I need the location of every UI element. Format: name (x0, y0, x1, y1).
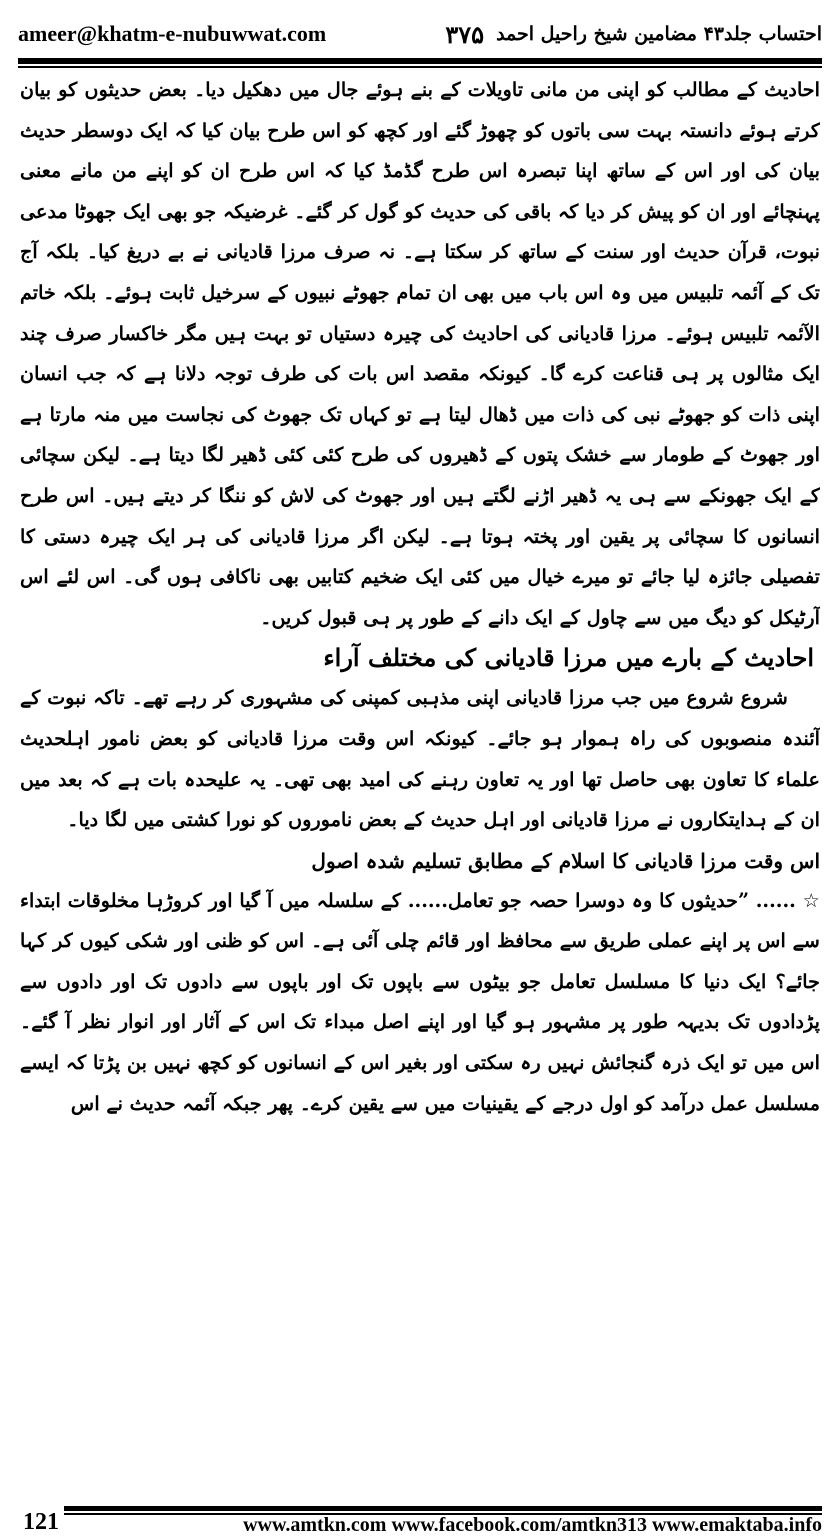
page-body (20, 70, 820, 1505)
page-header (18, 14, 822, 54)
page-footer (18, 1503, 822, 1537)
header-page-number: ۳۷۵ (445, 19, 485, 49)
body-paragraph-2: شروع شروع میں جب مرزا قادیانی اپنی مذہبی کمپنی کی مشہوری کر رہے تھے۔ تاکہ نبوت کے آئندہ منصوبوں کی راہ ہموار ہو جائے۔ کیونکہ اس وقت مرزا قادیانی کو بعض نامور اہلحدیث علماء کا تعاون بھی حاصل تھا اور یہ تعاون رہنے کی امید بھی تھی۔ یہ علیحدہ بات ہے کہ بعد میں ان کے ہدایتکاروں نے مرزا قادیانی اور اہل حدیث کے بعض ناموروں کو نورا کشتی میں لگا دیا۔ (20, 686, 820, 832)
body-paragraph-1: احادیث کے مطالب کو اپنی من مانی تاویلات کے بنے ہوئے جال میں دھکیل دیا۔ بعض حدیثوں کو بیان کرتے ہوئے دانستہ بہت سی باتوں کو چھوڑ گئے اور کچھ کو اس طرح بیان کیا کہ ایک دوسطر حدیث بیان کی اور اس کے ساتھ اپنا تبصرہ اس طرح گڈمڈ کیا کہ اس طرح ان کو اپنے من مانے معنی پہنچائے اور ان کو پیش کر دیا کہ باقی کی حدیث کو گول کر گئے۔ غرضیکہ جو بھی ایک جھوٹا مدعی نبوت، قرآن حدیث اور سنت کے ساتھ کر سکتا ہے۔ نہ صرف مرزا قادیانی نے بے دریغ کیا۔ بلکہ آج تک کے آئمہ تلبیس میں وہ اس باب میں بھی ان تمام جھوٹے نبیوں کے سرخیل ثابت ہوئے۔ بلکہ خاتم الآئمہ تلبیس ہوئے۔ مرزا قادیانی کی احادیث کی چیرہ دستیاں تو بہت ہیں مگر خاکسار صرف چند ایک مثالوں پر ہی قناعت کرے گا۔ کیونکہ مقصد اس بات کی طرف توجہ دلانا ہے کہ جب انسان اپنی ذات کو جھوٹے نبی کی ذات میں ڈھال لیتا ہے تو کہاں تک جھوٹ کی نجاست میں منہ مارتا ہے اور جھوٹ کے طومار سے خشک پتوں کے ڈھیروں کی طرح کئی کئی ڈھیر لگا دیتا ہے۔ لیکن سچائی کے ایک جھونکے سے ہی یہ ڈھیر اڑنے لگتے ہیں اور جھوٹ کی لاش کو ننگا کر دیتے ہیں۔ اس طرح انسانوں کا سچائی پر یقین اور پختہ ہوتا ہے۔ لیکن اگر مرزا قادیانی کی ہر ایک چیرہ دستی کا تفصیلی جائزہ لیا جائے تو میرے خیال میں کئی ایک ضخیم کتابیں بھی ناکافی ہوں گی۔ اس لئے اس آرٹیکل کو دیگ میں سے چاول کے ایک دانے کے طور پر ہی قبول کریں۔ (20, 78, 820, 629)
footer-links: www.amtkn.com www.facebook.com/amtkn313 www.emaktaba.info (243, 1514, 822, 1536)
footer-right (64, 1503, 822, 1537)
star-icon: ☆ (802, 888, 820, 912)
body-paragraph-3 (20, 881, 820, 1125)
section-subheading: اس وقت مرزا قادیانی کا اسلام کے مطابق تسلیم شدہ اصول (311, 848, 820, 873)
header-email: ameer@khatm-e-nubuwwat.com (18, 21, 327, 46)
section-heading: احادیث کے بارے میں مرزا قادیانی کی مختلف آراء (323, 643, 814, 673)
body-paragraph-3-text: ...... ”حدیثوں کا وہ دوسرا حصہ جو تعامل...... کے سلسلہ میں آ گیا اور کروڑہا مخلوقات ابتداء سے اس پر اپنے عملی طریق سے محافظ اور قائم چلی آئی ہے۔ اس کو ظنی اور شکی کیوں کر کہا جائے؟ ایک دنیا کا مسلسل تعامل جو بیٹوں سے باپوں تک اور باپوں سے دادوں تک اور دادوں سے پڑدادوں تک بدیہہ طور پر مشہور ہو گیا اور اپنے اصل مبداء تک اس کے آثار اور انوار نظر آ گئے۔ اس میں تو ایک ذرہ گنجائش نہیں رہ سکتی اور بغیر اس کے انسانوں کو کچھ نہیں بن پڑتا کہ ایسے مسلسل عمل درآمد کو اول درجے کے یقینیات میں سے یقین کرے۔ پھر جبکہ آئمہ حدیث نے اس (20, 888, 820, 1115)
header-title: احتساب جلد۴۳ مضامین شیخ راحیل احمد (496, 23, 822, 45)
header-rule (18, 58, 822, 68)
header-title-group (445, 20, 822, 49)
footer-page-number: 121 (23, 1509, 59, 1535)
